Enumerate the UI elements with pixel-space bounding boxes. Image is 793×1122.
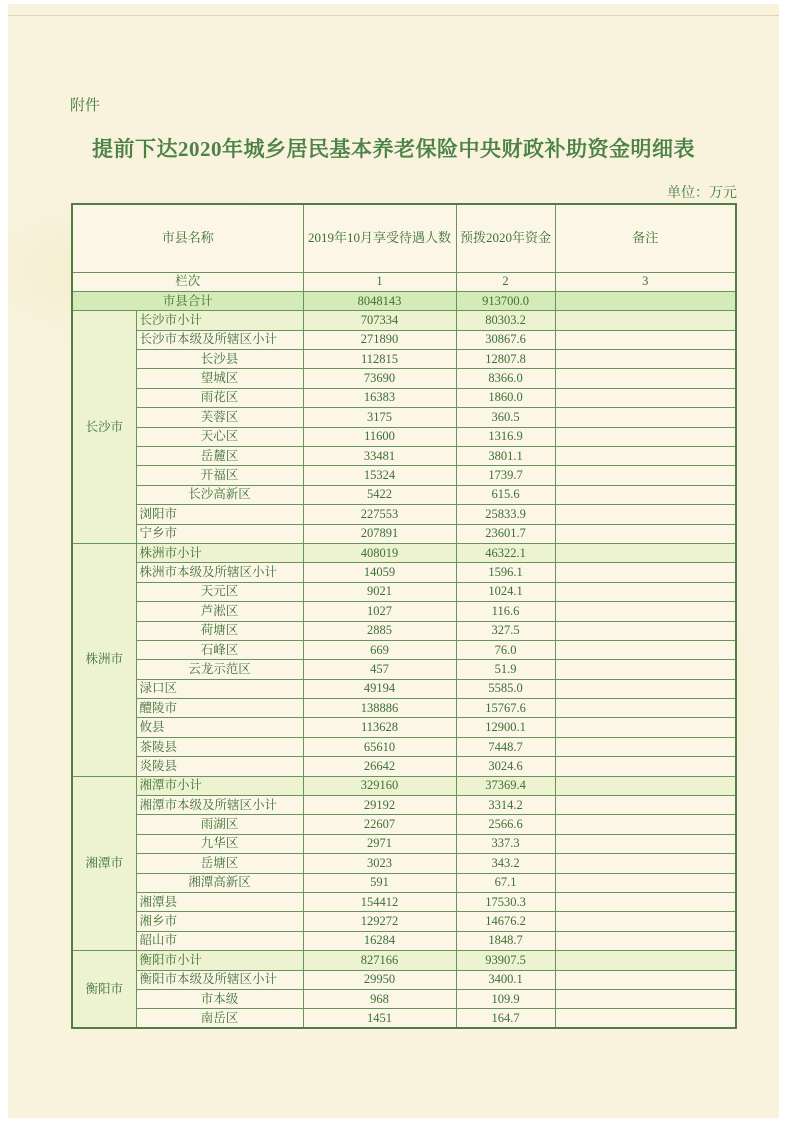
table-row xyxy=(72,330,736,349)
document-title: 提前下达2020年城乡居民基本养老保险中央财政补助资金明细表 xyxy=(92,137,695,161)
fund-amount-cell: 30867.6 xyxy=(456,330,555,349)
city-group-cell: 株洲市 xyxy=(72,543,136,776)
table-row xyxy=(72,369,736,388)
row-name-cell: 岳塘区 xyxy=(136,854,303,873)
row-name-cell: 浏阳市 xyxy=(136,505,303,524)
fund-amount-cell: 3801.1 xyxy=(456,447,555,466)
note-cell xyxy=(555,350,736,369)
people-count-cell: 329160 xyxy=(303,776,456,795)
table-row xyxy=(72,1009,736,1028)
row-name-cell: 株洲市本级及所辖区小计 xyxy=(136,563,303,582)
unit-label: 单位：万元 xyxy=(667,186,737,201)
row-name-cell: 湘乡市 xyxy=(136,912,303,931)
table-row xyxy=(72,505,736,524)
fund-amount-cell: 109.9 xyxy=(456,989,555,1008)
fund-amount-cell: 1024.1 xyxy=(456,582,555,601)
fund-amount-cell: 360.5 xyxy=(456,408,555,427)
attachment-label: 附件 xyxy=(70,98,101,114)
table-row xyxy=(72,718,736,737)
note-cell xyxy=(555,524,736,543)
people-count-cell: 3023 xyxy=(303,854,456,873)
table-row xyxy=(72,524,736,543)
people-count-cell: 49194 xyxy=(303,679,456,698)
row-name-cell: 醴陵市 xyxy=(136,699,303,718)
row-name-cell: 湘潭市小计 xyxy=(136,776,303,795)
note-cell xyxy=(555,951,736,970)
table-row xyxy=(72,970,736,989)
note-cell xyxy=(555,912,736,931)
people-count-cell: 112815 xyxy=(303,350,456,369)
table-row xyxy=(72,640,736,659)
people-count-cell: 11600 xyxy=(303,427,456,446)
note-cell xyxy=(555,563,736,582)
note-cell xyxy=(555,834,736,853)
fund-amount-cell: 1316.9 xyxy=(456,427,555,446)
column-header-name: 市县名称 xyxy=(72,204,303,272)
row-name-cell: 开福区 xyxy=(136,466,303,485)
note-cell xyxy=(555,931,736,950)
row-name-cell: 株洲市小计 xyxy=(136,543,303,562)
row-name-cell: 渌口区 xyxy=(136,679,303,698)
row-name-cell: 芙蓉区 xyxy=(136,408,303,427)
fund-amount-cell: 3400.1 xyxy=(456,970,555,989)
people-count-cell: 457 xyxy=(303,660,456,679)
column-header-note: 备注 xyxy=(555,204,736,272)
people-count-cell: 2885 xyxy=(303,621,456,640)
note-cell xyxy=(555,679,736,698)
grand-total-note xyxy=(555,291,736,310)
people-count-cell: 9021 xyxy=(303,582,456,601)
table-row xyxy=(72,388,736,407)
fund-amount-cell: 5585.0 xyxy=(456,679,555,698)
row-name-cell: 雨花区 xyxy=(136,388,303,407)
fund-amount-cell: 12900.1 xyxy=(456,718,555,737)
table-row xyxy=(72,427,736,446)
fund-amount-cell: 17530.3 xyxy=(456,893,555,912)
row-name-cell: 芦淞区 xyxy=(136,602,303,621)
table-row xyxy=(72,602,736,621)
note-cell xyxy=(555,873,736,892)
note-cell xyxy=(555,699,736,718)
note-cell xyxy=(555,621,736,640)
note-cell xyxy=(555,311,736,330)
row-name-cell: 长沙市小计 xyxy=(136,311,303,330)
row-name-cell: 长沙市本级及所辖区小计 xyxy=(136,330,303,349)
note-cell xyxy=(555,815,736,834)
note-cell xyxy=(555,543,736,562)
fund-amount-cell: 67.1 xyxy=(456,873,555,892)
fund-amount-cell: 93907.5 xyxy=(456,951,555,970)
city-group-cell: 衡阳市 xyxy=(72,951,136,1029)
note-cell xyxy=(555,602,736,621)
city-group-cell: 长沙市 xyxy=(72,311,136,544)
fund-amount-cell: 615.6 xyxy=(456,485,555,504)
row-name-cell: 长沙县 xyxy=(136,350,303,369)
table-row xyxy=(72,834,736,853)
table-row xyxy=(72,447,736,466)
table-row xyxy=(72,660,736,679)
note-cell xyxy=(555,447,736,466)
people-count-cell: 113628 xyxy=(303,718,456,737)
people-count-cell: 15324 xyxy=(303,466,456,485)
people-count-cell: 154412 xyxy=(303,893,456,912)
people-count-cell: 138886 xyxy=(303,699,456,718)
grand-total-fund: 913700.0 xyxy=(456,291,555,310)
fund-amount-cell: 76.0 xyxy=(456,640,555,659)
fund-amount-cell: 80303.2 xyxy=(456,311,555,330)
table-row xyxy=(72,873,736,892)
table-row xyxy=(72,854,736,873)
people-count-cell: 968 xyxy=(303,989,456,1008)
scan-artifact-line xyxy=(8,15,779,16)
column-header-fund: 预拨2020年资金 xyxy=(456,204,555,272)
table-row xyxy=(72,563,736,582)
people-count-cell: 29192 xyxy=(303,796,456,815)
table-header xyxy=(72,204,736,272)
row-name-cell: 望城区 xyxy=(136,369,303,388)
fund-amount-cell: 7448.7 xyxy=(456,737,555,756)
row-name-cell: 岳麓区 xyxy=(136,447,303,466)
table-row xyxy=(72,485,736,504)
fund-amount-cell: 3314.2 xyxy=(456,796,555,815)
note-cell xyxy=(555,505,736,524)
row-name-cell: 攸县 xyxy=(136,718,303,737)
subsidy-table xyxy=(71,203,737,1029)
people-count-cell: 669 xyxy=(303,640,456,659)
fund-amount-cell: 15767.6 xyxy=(456,699,555,718)
people-count-cell: 591 xyxy=(303,873,456,892)
fund-amount-cell: 51.9 xyxy=(456,660,555,679)
row-name-cell: 茶陵县 xyxy=(136,737,303,756)
fund-amount-cell: 1739.7 xyxy=(456,466,555,485)
fund-amount-cell: 337.3 xyxy=(456,834,555,853)
people-count-cell: 14059 xyxy=(303,563,456,582)
people-count-cell: 408019 xyxy=(303,543,456,562)
lane-label: 栏次 xyxy=(72,272,303,291)
fund-amount-cell: 23601.7 xyxy=(456,524,555,543)
note-cell xyxy=(555,776,736,795)
note-cell xyxy=(555,737,736,756)
note-cell xyxy=(555,485,736,504)
people-count-cell: 33481 xyxy=(303,447,456,466)
table-row xyxy=(72,679,736,698)
table-row xyxy=(72,815,736,834)
fund-amount-cell: 25833.9 xyxy=(456,505,555,524)
note-cell xyxy=(555,408,736,427)
note-cell xyxy=(555,1009,736,1028)
fund-amount-cell: 327.5 xyxy=(456,621,555,640)
note-cell xyxy=(555,388,736,407)
table-row xyxy=(72,912,736,931)
note-cell xyxy=(555,893,736,912)
table-row xyxy=(72,699,736,718)
table-row xyxy=(72,757,736,776)
people-count-cell: 227553 xyxy=(303,505,456,524)
row-name-cell: 石峰区 xyxy=(136,640,303,659)
people-count-cell: 5422 xyxy=(303,485,456,504)
people-count-cell: 2971 xyxy=(303,834,456,853)
people-count-cell: 16284 xyxy=(303,931,456,950)
fund-amount-cell: 37369.4 xyxy=(456,776,555,795)
row-name-cell: 韶山市 xyxy=(136,931,303,950)
note-cell xyxy=(555,330,736,349)
table-row xyxy=(72,893,736,912)
people-count-cell: 1027 xyxy=(303,602,456,621)
table-row xyxy=(72,466,736,485)
table-row xyxy=(72,350,736,369)
column-header-people: 2019年10月享受待遇人数 xyxy=(303,204,456,272)
row-name-cell: 衡阳市本级及所辖区小计 xyxy=(136,970,303,989)
row-name-cell: 雨湖区 xyxy=(136,815,303,834)
lane-value-1: 1 xyxy=(303,272,456,291)
note-cell xyxy=(555,640,736,659)
table-row xyxy=(72,311,736,330)
table-row xyxy=(72,408,736,427)
fund-amount-cell: 3024.6 xyxy=(456,757,555,776)
row-name-cell: 云龙示范区 xyxy=(136,660,303,679)
fund-amount-cell: 343.2 xyxy=(456,854,555,873)
row-name-cell: 市本级 xyxy=(136,989,303,1008)
note-cell xyxy=(555,369,736,388)
grand-total-people: 8048143 xyxy=(303,291,456,310)
note-cell xyxy=(555,660,736,679)
table-row xyxy=(72,621,736,640)
row-name-cell: 荷塘区 xyxy=(136,621,303,640)
table-row xyxy=(72,543,736,562)
row-name-cell: 九华区 xyxy=(136,834,303,853)
fund-amount-cell: 1596.1 xyxy=(456,563,555,582)
note-cell xyxy=(555,427,736,446)
row-name-cell: 天元区 xyxy=(136,582,303,601)
people-count-cell: 16383 xyxy=(303,388,456,407)
document-page xyxy=(8,4,779,1118)
fund-amount-cell: 12807.8 xyxy=(456,350,555,369)
note-cell xyxy=(555,582,736,601)
row-name-cell: 炎陵县 xyxy=(136,757,303,776)
people-count-cell: 3175 xyxy=(303,408,456,427)
fund-amount-cell: 8366.0 xyxy=(456,369,555,388)
fund-amount-cell: 116.6 xyxy=(456,602,555,621)
table-row xyxy=(72,737,736,756)
table-row xyxy=(72,989,736,1008)
row-name-cell: 湘潭县 xyxy=(136,893,303,912)
people-count-cell: 827166 xyxy=(303,951,456,970)
people-count-cell: 707334 xyxy=(303,311,456,330)
fund-amount-cell: 164.7 xyxy=(456,1009,555,1028)
note-cell xyxy=(555,970,736,989)
table-row xyxy=(72,931,736,950)
fund-amount-cell: 14676.2 xyxy=(456,912,555,931)
lane-index-row xyxy=(72,272,736,291)
city-group-cell: 湘潭市 xyxy=(72,776,136,951)
lane-value-2: 2 xyxy=(456,272,555,291)
people-count-cell: 73690 xyxy=(303,369,456,388)
note-cell xyxy=(555,757,736,776)
table-row xyxy=(72,951,736,970)
fund-amount-cell: 2566.6 xyxy=(456,815,555,834)
note-cell xyxy=(555,854,736,873)
row-name-cell: 南岳区 xyxy=(136,1009,303,1028)
row-name-cell: 衡阳市小计 xyxy=(136,951,303,970)
note-cell xyxy=(555,466,736,485)
note-cell xyxy=(555,796,736,815)
note-cell xyxy=(555,989,736,1008)
people-count-cell: 65610 xyxy=(303,737,456,756)
row-name-cell: 天心区 xyxy=(136,427,303,446)
fund-amount-cell: 46322.1 xyxy=(456,543,555,562)
people-count-cell: 22607 xyxy=(303,815,456,834)
row-name-cell: 湘潭市本级及所辖区小计 xyxy=(136,796,303,815)
table-row xyxy=(72,582,736,601)
people-count-cell: 26642 xyxy=(303,757,456,776)
people-count-cell: 129272 xyxy=(303,912,456,931)
grand-total-row xyxy=(72,291,736,310)
people-count-cell: 29950 xyxy=(303,970,456,989)
fund-amount-cell: 1848.7 xyxy=(456,931,555,950)
people-count-cell: 1451 xyxy=(303,1009,456,1028)
row-name-cell: 湘潭高新区 xyxy=(136,873,303,892)
people-count-cell: 207891 xyxy=(303,524,456,543)
table-row xyxy=(72,796,736,815)
row-name-cell: 长沙高新区 xyxy=(136,485,303,504)
people-count-cell: 271890 xyxy=(303,330,456,349)
lane-value-3: 3 xyxy=(555,272,736,291)
fund-amount-cell: 1860.0 xyxy=(456,388,555,407)
table-body xyxy=(72,272,736,1028)
row-name-cell: 宁乡市 xyxy=(136,524,303,543)
note-cell xyxy=(555,718,736,737)
grand-total-label: 市县合计 xyxy=(72,291,303,310)
table-row xyxy=(72,776,736,795)
